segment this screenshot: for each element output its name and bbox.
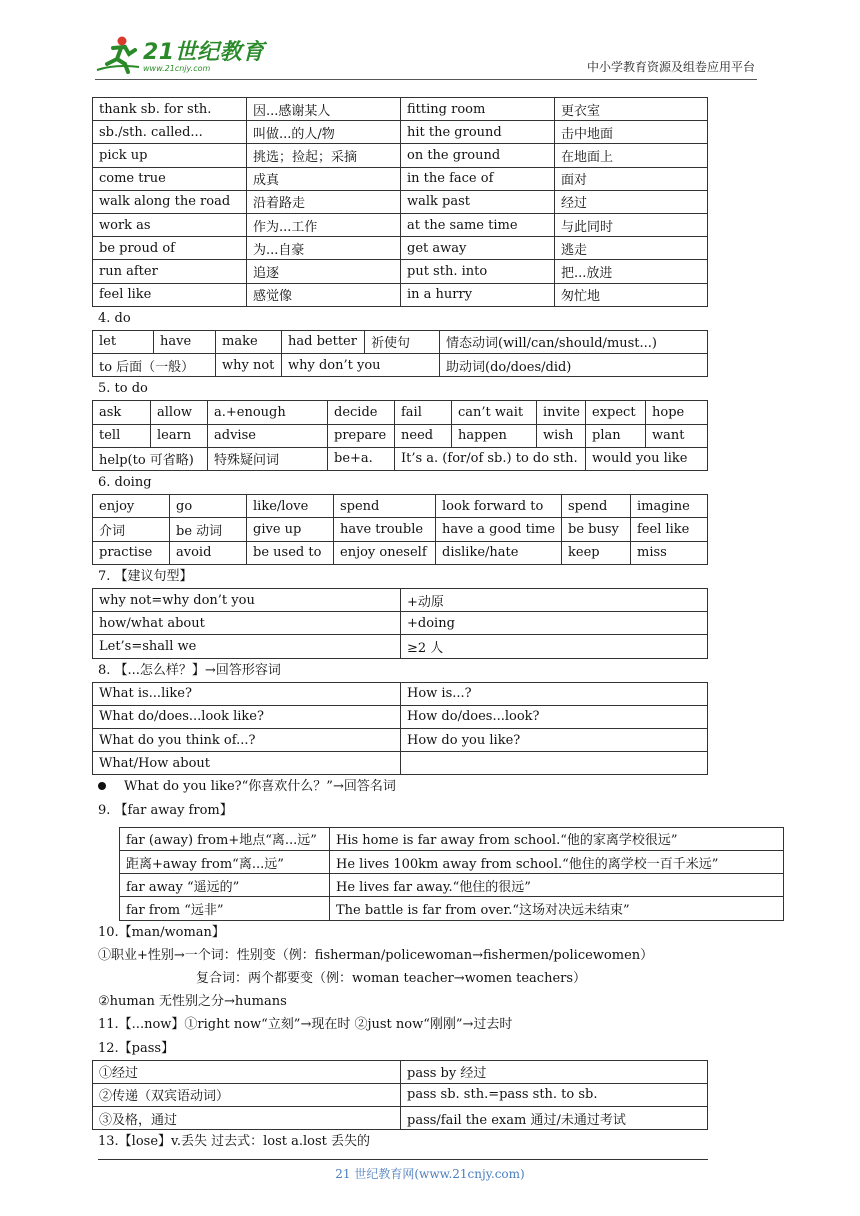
do-table [92,330,708,377]
table-cell: thank sb. for sth. [93,98,247,121]
footer-text[interactable]: 21 世纪教育网(www.21cnjy.com) [335,1167,525,1181]
table-cell: at the same time [401,213,555,236]
table-cell: pass sb. sth.=pass sth. to sb. [401,1083,708,1106]
pass-table [92,1060,708,1131]
table-cell: enjoy oneself [334,541,436,564]
table-cell: pass/fail the exam 通过/未通过考试 [401,1107,708,1130]
table-cell: 感觉像 [247,283,401,306]
table-row [93,424,708,447]
doing-table [92,494,708,565]
table-cell: be busy [562,518,631,541]
table-cell: decide [328,401,395,424]
table-row [93,1060,708,1083]
table-cell: would you like [586,447,708,470]
section-11-text: 11.【...now】①right now“立刻”→现在时 ②just now“刚刚”→过去时 [98,1017,513,1033]
table-cell: keep [562,541,631,564]
section-13-text: 13.【lose】v.丢失 过去式：lost a.lost 丢失的 [98,1134,370,1150]
table-cell: ①经过 [93,1060,401,1083]
table-cell: 为...自豪 [247,237,401,260]
table-row [93,612,708,635]
table-cell: 与此同时 [555,213,708,236]
table-cell: had better [282,330,365,353]
platform-name: 中小学教育资源及组卷应用平台 [586,60,755,74]
table-cell: want [646,424,708,447]
table-cell: walk past [401,190,555,213]
table-row [93,144,708,167]
table-cell: in a hurry [401,283,555,306]
table-cell: 经过 [555,190,708,213]
table-cell: why not [216,354,282,377]
page-header [95,30,757,80]
to-do-table [92,400,708,471]
table-row [93,495,708,518]
table-cell: How do/does...look? [401,705,708,728]
table-cell: be+a. [328,447,395,470]
how-about-table [92,682,708,776]
table-cell: far away “遥远的” [120,874,330,897]
table-cell: give up [247,518,334,541]
table-cell: 更衣室 [555,98,708,121]
table-cell: help(to 可省略) [93,447,208,470]
section-10-title: 10.【man/woman】 [98,924,225,940]
table-cell: have [154,330,216,353]
table-cell: in the face of [401,167,555,190]
table-cell: 距离+away from“离...远” [120,851,330,874]
table-row [93,541,708,564]
table-row [93,729,708,752]
table-cell: on the ground [401,144,555,167]
table-cell: avoid [170,541,247,564]
table-cell: 因...感谢某人 [247,98,401,121]
table-row [120,897,784,920]
bullet-icon [98,782,106,790]
table-cell: imagine [631,495,708,518]
table-row [120,851,784,874]
section-9-title: 9. 【far away from】 [98,802,233,818]
table-cell: a.+enough [208,401,328,424]
table-cell: happen [452,424,537,447]
table-row [93,682,708,705]
table-cell: What is...like? [93,682,401,705]
table-cell: ask [93,401,151,424]
table-cell: He lives far away.“他住的很远” [330,874,784,897]
table-cell: It’s a. (for/of sb.) to do sth. [395,447,586,470]
table-cell: need [395,424,452,447]
table-cell: put sth. into [401,260,555,283]
table-cell: hope [646,401,708,424]
table-cell: 成真 [247,167,401,190]
table-cell: enjoy [93,495,170,518]
bullet-note [92,775,758,798]
table-cell: make [216,330,282,353]
section-6-title: 6. doing [98,475,152,490]
table-row [93,752,708,775]
table-row [93,588,708,611]
table-cell: 把...放进 [555,260,708,283]
footer-divider [98,1159,708,1160]
table-cell: why don’t you [282,354,440,377]
table-cell: +doing [401,612,708,635]
section-5-title: 5. to do [98,381,148,397]
table-cell: 追逐 [247,260,401,283]
table-cell: practise [93,541,170,564]
logo-title: 21世纪教育 [143,40,265,65]
site-logo[interactable] [95,34,265,74]
table-row [93,401,708,424]
table-cell: why not=why don’t you [93,588,401,611]
table-cell: What do/does...look like? [93,705,401,728]
table-cell: His home is far away from school.“他的家离学校很远” [330,827,784,850]
table-cell: get away [401,237,555,260]
table-cell: walk along the road [93,190,247,213]
table-cell: miss [631,541,708,564]
table-row [93,190,708,213]
table-cell: plan [586,424,646,447]
table-cell: invite [537,401,586,424]
table-cell: far (away) from+地点“离...远” [120,827,330,850]
bullet-text: What do you like?“你喜欢什么？”→回答名词 [124,779,396,795]
table-cell: tell [93,424,151,447]
table-cell: be 动词 [170,518,247,541]
logo-url: www.21cnjy.com [143,64,211,73]
table-cell: be used to [247,541,334,564]
section-10-line-1: ①职业+性别→一个词：性别变（例：fisherman/policewoman→fishermen/policewomen） [98,947,654,963]
table-cell: 沿着路走 [247,190,401,213]
table-cell: can’t wait [452,401,537,424]
table-cell: feel like [93,283,247,306]
table-cell: 逃走 [555,237,708,260]
table-cell: how/what about [93,612,401,635]
table-cell: dislike/hate [436,541,562,564]
section-12-title: 12.【pass】 [98,1040,175,1056]
section-8-title: 8. 【...怎么样？】→回答形容词 [98,662,281,678]
table-cell: 助动词(do/does/did) [440,354,708,377]
table-row [93,518,708,541]
table-row [93,98,708,121]
table-cell: feel like [631,518,708,541]
table-cell: pick up [93,144,247,167]
table-cell: run after [93,260,247,283]
table-cell: advise [208,424,328,447]
section-4-title: 4. do [98,310,131,326]
table-row [93,260,708,283]
table-cell: wish [537,424,586,447]
table-row [93,705,708,728]
table-cell: 叫做...的人/物 [247,121,401,144]
table-row [93,635,708,658]
table-cell: come true [93,167,247,190]
table-cell: prepare [328,424,395,447]
table-cell: fitting room [401,98,555,121]
table-cell [401,752,708,775]
table-row [93,1083,708,1106]
suggestion-table [92,588,708,659]
table-row [93,213,708,236]
table-cell: He lives 100km away from school.“他住的离学校一百千米远” [330,851,784,874]
table-cell: Let’s=shall we [93,635,401,658]
table-cell: 挑选；捡起；采摘 [247,144,401,167]
table-cell: +动原 [401,588,708,611]
table-cell: have a good time [436,518,562,541]
table-cell: 祈使句 [365,330,440,353]
table-cell: have trouble [334,518,436,541]
table-cell: The battle is far from over.“这场对决远未结束” [330,897,784,920]
table-cell: ③及格，通过 [93,1107,401,1130]
table-row [93,330,708,353]
table-cell: 击中地面 [555,121,708,144]
table-cell: 介词 [93,518,170,541]
table-row [93,447,708,470]
table-cell: learn [151,424,208,447]
table-row [120,874,784,897]
table-cell: fail [395,401,452,424]
table-cell: 作为...工作 [247,213,401,236]
main-content [92,97,758,1153]
table-row [93,167,708,190]
table-cell: far from “远非” [120,897,330,920]
table-cell: ≥2 人 [401,635,708,658]
table-row [120,827,784,850]
table-row [93,237,708,260]
table-cell: How do you like? [401,729,708,752]
table-cell: spend [562,495,631,518]
table-cell: 面对 [555,167,708,190]
table-cell: What do you think of...? [93,729,401,752]
table-cell: pass by 经过 [401,1060,708,1083]
table-cell: allow [151,401,208,424]
table-cell: What/How about [93,752,401,775]
section-10-line-3: ②human 无性别之分→humans [98,994,287,1010]
table-cell: look forward to [436,495,562,518]
table-cell: like/love [247,495,334,518]
table-row [93,283,708,306]
table-cell: spend [334,495,436,518]
table-cell: to 后面（一般） [93,354,216,377]
table-cell: let [93,330,154,353]
section-10-line-2: 复合词：两个都要变（例：woman teacher→women teachers） [196,970,587,986]
table-cell: How is...? [401,682,708,705]
table-cell: work as [93,213,247,236]
table-cell: 情态动词(will/can/should/must...) [440,330,708,353]
table-cell: hit the ground [401,121,555,144]
section-7-title: 7. 【建议句型】 [98,568,193,584]
table-row [93,354,708,377]
table-cell: go [170,495,247,518]
table-cell: sb./sth. called... [93,121,247,144]
far-away-table [119,827,784,921]
table-cell: ②传递（双宾语动词） [93,1083,401,1106]
table-cell: be proud of [93,237,247,260]
runner-logo-icon [95,34,141,74]
table-cell: 在地面上 [555,144,708,167]
table-cell: 匆忙地 [555,283,708,306]
phrase-table [92,97,708,307]
table-row [93,1107,708,1130]
table-cell: expect [586,401,646,424]
table-row [93,121,708,144]
table-cell: 特殊疑问词 [208,447,328,470]
